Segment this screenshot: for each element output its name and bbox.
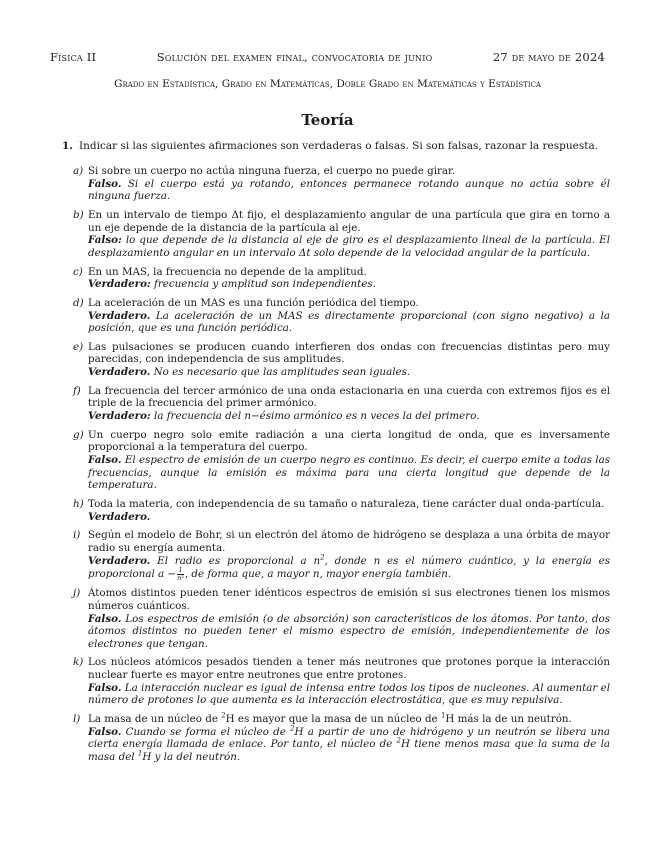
isotope-superscript: 2 [396, 736, 401, 745]
item-explanation: , donde n es el número cuántico, y la energía es proporcional a − [88, 554, 610, 581]
item-explanation: lo que depende de la distancia al eje de giro es el desplazamiento lineal de la partícula. El desplazamiento angular en un intervalo Δt solo depende de la velocidad angular de la partícula. [88, 234, 610, 259]
isotope-superscript: 1 [137, 749, 143, 758]
item-explanation: H tiene menos masa que la suma de la masa del [88, 738, 610, 763]
fraction-denominator: n² [177, 573, 184, 582]
statement-text: H más la de un neutrón. [445, 713, 572, 726]
item-letter: k) [73, 656, 84, 669]
question-prompt [62, 140, 610, 153]
exponent: 2 [320, 553, 325, 562]
item-answer [88, 613, 610, 651]
item-answer [88, 310, 610, 335]
exam-title: Solución del examen final, convocatoria de junio [156, 50, 433, 64]
item-statement: Átomos distintos pueden tener idénticos espectros de emisión si sus electrones tienen los mismos números cuánticos. [88, 587, 610, 612]
item-explanation: El espectro de emisión de un cuerpo negro es continuo. Es decir, el cuerpo emite a todas las frecuencias, aunque la emisión es máxima para una cierta longitud que depende de la temperatura. [88, 454, 610, 492]
list-item [73, 587, 610, 650]
item-letter: c) [73, 265, 83, 278]
item-letter: i) [73, 529, 81, 542]
question-number: 1. [62, 140, 73, 152]
list-item [73, 340, 610, 379]
fraction-numerator: 1 [178, 566, 183, 575]
item-explanation: frecuencia y amplitud son independientes. [154, 278, 376, 291]
item-answer [88, 234, 610, 259]
item-verdict: Verdadero. [88, 554, 151, 567]
item-statement: Un cuerpo negro solo emite radiación a una cierta longitud de onda, que es inversamente proporcional a la temperatura del cuerpo. [88, 428, 610, 454]
item-verdict: Verdadero: [88, 278, 151, 291]
list-item [73, 711, 610, 763]
item-answer [88, 410, 610, 423]
item-statement: En un intervalo de tiempo Δt fijo, el desplazamiento angular de una partícula que gira en torno a un eje depende de la distancia de la partícula al eje. [88, 208, 610, 234]
item-verdict: Verdadero. [88, 510, 151, 523]
item-statement: Si sobre un cuerpo no actúa ninguna fuerza, el cuerpo no puede girar. [88, 165, 456, 177]
item-explanation: No es necesario que las amplitudes sean iguales. [153, 366, 411, 379]
list-item [73, 529, 610, 582]
list-item [73, 208, 610, 259]
item-explanation: La interacción nuclear es igual de intensa entre todos los tipos de nucleones. Al aumentar el número de protones lo que aumenta es la interacción electrostática, que es muy repulsiva. [88, 681, 610, 707]
item-statement [88, 713, 610, 726]
statement-text: H es mayor que la masa de un núcleo de [225, 713, 441, 726]
course-name: Física II [50, 50, 97, 64]
item-verdict: Falso. [88, 612, 122, 625]
item-verdict: Verdadero. [88, 366, 151, 379]
item-letter: h) [73, 497, 84, 510]
fraction [177, 567, 184, 581]
item-verdict: Falso. [88, 681, 122, 694]
item-letter: f) [73, 384, 81, 397]
header-line [50, 50, 605, 64]
list-item [73, 497, 610, 523]
statement-list [73, 165, 610, 770]
item-letter: g) [73, 428, 84, 441]
item-verdict: Falso. [88, 177, 122, 190]
item-answer [88, 726, 610, 764]
item-verdict: Falso: [88, 234, 122, 247]
item-letter: j) [73, 587, 81, 600]
item-explanation: Los espectros de emisión (o de absorción) son característicos de los átomos. Por tanto, dos átomos distintos no pueden tener el mismo espectro de emisión, independientemente de los electrones que tengan. [88, 612, 610, 650]
list-item [73, 296, 610, 335]
list-item [73, 656, 610, 707]
item-explanation: H a partir de uno de hidrógeno y un neutrón se libera una cierta energía llamada de enlace. Por tanto, el núcleo de [88, 725, 610, 751]
list-item [73, 265, 610, 291]
item-letter: b) [73, 208, 84, 221]
item-verdict: Falso. [88, 454, 122, 466]
item-statement: Según el modelo de Bohr, si un electrón del átomo de hidrógeno se desplaza a una órbita de mayor radio su energía aumenta. [88, 529, 610, 554]
isotope-superscript: 2 [221, 711, 226, 720]
item-explanation: la frecuencia del n−ésimo armónico es n veces la del primero. [154, 410, 480, 423]
item-letter: a) [73, 165, 84, 177]
item-letter: e) [73, 340, 84, 353]
item-statement: Toda la materia, con independencia de su tamaño o naturaleza, tiene carácter dual onda-partícula. [88, 497, 605, 510]
question-text: Indicar si las siguientes afirmaciones son verdaderas o falsas. Si son falsas, razonar la respuesta. [78, 140, 599, 152]
item-answer [88, 511, 610, 524]
section-title: Teoría [301, 111, 354, 129]
list-item [73, 384, 610, 423]
item-answer [88, 555, 610, 582]
item-answer [88, 178, 610, 203]
item-explanation: , de forma que, a mayor n, mayor energía también. [184, 568, 452, 581]
exam-date: 27 de mayo de 2024 [492, 50, 605, 64]
item-explanation: Cuando se forma el núcleo de [125, 725, 291, 738]
item-explanation: Si el cuerpo está ya rotando, entonces permanece rotando aunque no actúa sobre él ninguna fuerza. [88, 177, 610, 203]
item-statement: Los núcleos atómicos pesados tienden a tener más neutrones que protones porque la interacción nuclear fuerte es mayor entre neutrones que entre protones. [88, 656, 610, 682]
item-explanation: La aceleración de un MAS es directamente proporcional (con signo negativo) a la posición, que es una función periódica. [88, 309, 610, 335]
list-item [73, 428, 610, 492]
item-answer [88, 366, 610, 379]
isotope-superscript: 2 [290, 724, 295, 733]
item-statement: La aceleración de un MAS es una función periódica del tiempo. [88, 296, 419, 309]
item-answer [88, 278, 610, 291]
isotope-superscript: 1 [440, 711, 446, 720]
item-answer [88, 454, 610, 492]
item-explanation: H y la del neutrón. [142, 750, 241, 763]
item-letter: d) [73, 296, 84, 309]
list-item [73, 165, 610, 203]
item-verdict: Verdadero: [88, 410, 151, 423]
item-verdict: Verdadero. [88, 309, 151, 322]
degree-list: Grado en Estadística, Grado en Matemáticas, Doble Grado en Matemáticas y Estadística [114, 78, 541, 90]
item-letter: l) [73, 713, 81, 726]
statement-text: La masa de un núcleo de [88, 713, 222, 726]
item-statement: Las pulsaciones se producen cuando interfieren dos ondas con frecuencias distintas pero muy parecidas, con independencia de sus amplitudes. [88, 340, 610, 366]
item-answer [88, 682, 610, 707]
item-statement: La frecuencia del tercer armónico de una onda estacionaria en una cuerda con extremos fijos es el triple de la frecuencia del primer armónico. [88, 384, 610, 410]
item-verdict: Falso. [88, 725, 122, 738]
item-explanation: El radio es proporcional a n [157, 554, 321, 567]
item-statement: En un MAS, la frecuencia no depende de la amplitud. [88, 265, 367, 278]
